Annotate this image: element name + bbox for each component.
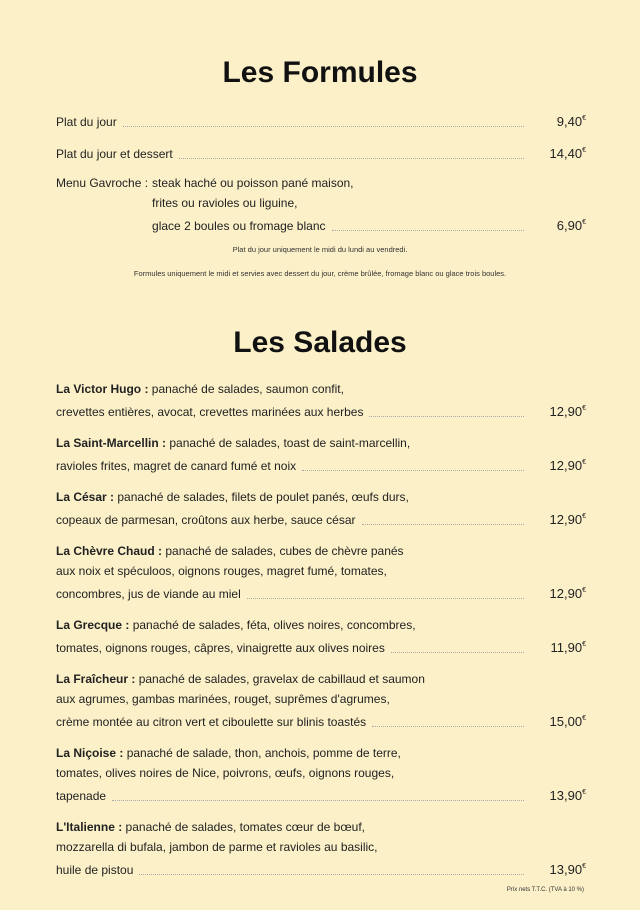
salad-description: panaché de salades, toast de saint-marcellin, [169, 436, 411, 450]
gavroche-price: 6,90€ [556, 218, 586, 233]
gavroche-line: frites ou ravioles ou liguine, [152, 196, 298, 210]
salad-description: panaché de salade, thon, anchois, pomme de terre, [126, 746, 401, 760]
salad-last-line [56, 783, 586, 806]
salad-price: 13,90€ [549, 788, 586, 803]
formule-row [56, 141, 586, 164]
salad-name: La Niçoise : [56, 746, 124, 760]
salad-name: La Saint-Marcellin : [56, 436, 167, 450]
formule-price: 14,40€ [549, 146, 586, 161]
salad-description: tapenade [56, 789, 107, 803]
salad-line [56, 689, 586, 709]
salad-item [56, 743, 586, 806]
salad-last-line [56, 399, 586, 422]
tax-note: Prix nets T.T.C. (TVA à 10 %) [506, 887, 584, 893]
dotted-leader [391, 652, 524, 653]
dotted-leader [332, 230, 525, 231]
salad-price: 12,90€ [549, 458, 586, 473]
salad-line [56, 561, 586, 581]
menu-gavroche [56, 173, 586, 236]
salad-line [56, 379, 586, 399]
salad-last-line [56, 635, 586, 658]
salad-line [56, 487, 586, 507]
salad-description: tomates, oignons rouges, câpres, vinaigrette aux olives noires [56, 641, 385, 655]
dotted-leader [179, 158, 524, 159]
currency-symbol: € [582, 513, 586, 520]
salad-description: huile de pistou [56, 863, 134, 877]
salad-price: 12,90€ [549, 404, 586, 419]
salad-line [56, 763, 586, 783]
salad-description: aux agrumes, gambas marinées, rouget, suprêmes d'agrumes, [56, 692, 390, 706]
salad-line [56, 743, 586, 763]
salad-item [56, 433, 586, 476]
dotted-leader [362, 524, 524, 525]
salad-last-line [56, 709, 586, 732]
gavroche-line: glace 2 boules ou fromage blanc [152, 219, 326, 233]
formule-row [56, 109, 586, 132]
salad-description: aux noix et spéculoos, oignons rouges, magret fumé, tomates, [56, 564, 387, 578]
salad-description: panaché de salades, tomates cœur de bœuf, [125, 820, 366, 834]
formules-note: Plat du jour uniquement le midi du lundi au vendredi. [232, 245, 408, 254]
salad-description: tomates, olives noires de Nice, poivrons, œufs, oignons rouges, [56, 766, 395, 780]
salad-description: crème montée au citron vert et ciboulette sur blinis toastés [56, 715, 367, 729]
salad-name: La Victor Hugo : [56, 382, 149, 396]
salad-line [56, 433, 586, 453]
currency-symbol: € [582, 147, 586, 154]
gavroche-description [148, 173, 586, 236]
currency-symbol: € [582, 219, 586, 226]
salad-line [56, 669, 586, 689]
dotted-leader [112, 800, 524, 801]
salad-name: La Chèvre Chaud : [56, 544, 163, 558]
salad-item [56, 379, 586, 422]
currency-symbol: € [582, 587, 586, 594]
formules-title: Les Formules [222, 56, 418, 89]
salad-name: La Grecque : [56, 618, 130, 632]
salad-last-line [56, 581, 586, 604]
formules-list [56, 109, 586, 245]
salad-description: mozzarella di bufala, jambon de parme et ravioles au basilic, [56, 840, 378, 854]
salad-item [56, 487, 586, 530]
salad-price: 12,90€ [549, 512, 586, 527]
salades-title: Les Salades [233, 326, 407, 359]
salad-item [56, 615, 586, 658]
dotted-leader [123, 126, 524, 127]
formule-label: Plat du jour [56, 115, 117, 129]
salad-price: 11,90€ [550, 640, 586, 655]
currency-symbol: € [582, 115, 586, 122]
salad-description: panaché de salades, filets de poulet panés, œufs durs, [117, 490, 409, 504]
formule-price: 9,40€ [556, 114, 586, 129]
formule-label: Plat du jour et dessert [56, 147, 173, 161]
formules-note: Formules uniquement le midi et servies avec dessert du jour, crème brûlée, fromage blanc ou glace trois boules. [133, 269, 507, 278]
currency-symbol: € [582, 405, 586, 412]
salad-price: 13,90€ [549, 862, 586, 877]
currency-symbol: € [582, 789, 586, 796]
currency-symbol: € [582, 715, 586, 722]
currency-symbol: € [582, 641, 586, 648]
salad-description: crevettes entières, avocat, crevettes marinées aux herbes [56, 405, 364, 419]
salad-description: panaché de salades, cubes de chèvre panés [165, 544, 404, 558]
gavroche-line: steak haché ou poisson pané maison, [152, 176, 354, 190]
salad-last-line [56, 507, 586, 530]
salad-price: 15,00€ [549, 714, 586, 729]
salad-item [56, 541, 586, 604]
salad-description: ravioles frites, magret de canard fumé et noix [56, 459, 297, 473]
dotted-leader [247, 598, 524, 599]
dotted-leader [372, 726, 524, 727]
salad-description: panaché de salades, gravelax de cabillaud et saumon [138, 672, 425, 686]
salad-name: La César : [56, 490, 115, 504]
salad-price: 12,90€ [549, 586, 586, 601]
salad-description: panaché de salades, saumon confit, [151, 382, 344, 396]
salad-line [56, 817, 586, 837]
salad-item [56, 669, 586, 732]
gavroche-label: Menu Gavroche : [56, 176, 149, 190]
salad-description: panaché de salades, féta, olives noires, concombres, [132, 618, 416, 632]
gavroche-last-line [152, 213, 586, 236]
dotted-leader [369, 416, 524, 417]
salades-list [56, 379, 586, 891]
currency-symbol: € [582, 459, 586, 466]
salad-item [56, 817, 586, 880]
salad-last-line [56, 453, 586, 476]
dotted-leader [302, 470, 524, 471]
dotted-leader [139, 874, 524, 875]
salad-description: concombres, jus de viande au miel [56, 587, 241, 601]
salad-last-line [56, 857, 586, 880]
salad-name: L'Italienne : [56, 820, 123, 834]
salad-line [56, 541, 586, 561]
salad-description: copeaux de parmesan, croûtons aux herbe, sauce césar [56, 513, 356, 527]
salad-name: La Fraîcheur : [56, 672, 136, 686]
currency-symbol: € [582, 863, 586, 870]
salad-line [56, 615, 586, 635]
salad-line [56, 837, 586, 857]
